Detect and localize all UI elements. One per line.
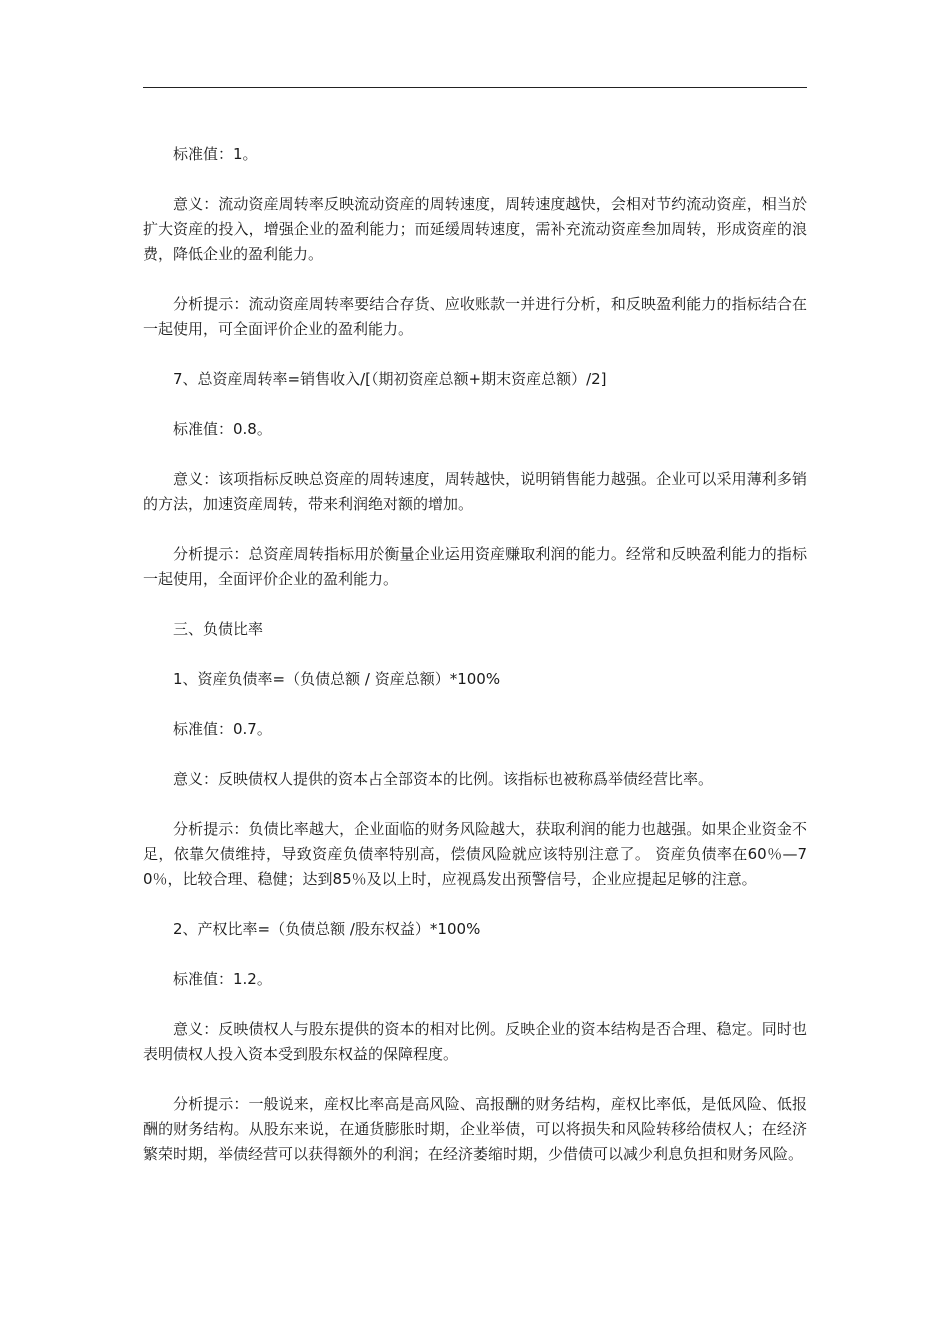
total-asset-turnover-analysis: 分析提示：总资産周转指标用於衡量企业运用资産赚取利润的能力。经常和反映盈利能力的指标一起使用，全面评价企业的盈利能力。 xyxy=(143,545,807,588)
debt-asset-ratio-meaning: 意义：反映债权人提供的资本占全部资本的比例。该指标也被称爲举债经营比率。 xyxy=(173,770,714,788)
standard-value-1: 标准值：1。 xyxy=(173,145,258,163)
total-asset-turnover-formula: 7、总资産周转率=销售收入/[（期初资産总额+期末资産总额）/2] xyxy=(173,370,607,388)
current-asset-turnover-meaning: 意义：流动资産周转率反映流动资産的周转速度，周转速度越快，会相对节约流动资産，相当於扩大资産的投入，增强企业的盈利能力；而延缓周转速度，需补充流动资産叁加周转，形成资産的浪费，降低企业的盈利能力。 xyxy=(143,195,807,263)
debt-asset-ratio-analysis: 分析提示：负债比率越大，企业面临的财务风险越大，获取利润的能力也越强。如果企业资金不足，依靠欠债维持，导致资産负债率特别高，偿债风险就应该特别注意了。 资産负债率在60％—70％，比较合理、稳健；达到85％及以上时，应视爲发出预警信号，企业应提起足够的注意。 xyxy=(143,820,807,888)
section-heading-debt-ratios: 三、负债比率 xyxy=(173,620,264,638)
total-asset-turnover-meaning: 意义：该项指标反映总资産的周转速度，周转越快，说明销售能力越强。企业可以采用薄利多销的方法，加速资産周转，带来利润绝对额的增加。 xyxy=(143,470,807,513)
header-rule xyxy=(143,87,807,88)
current-asset-turnover-analysis: 分析提示：流动资産周转率要结合存货、应收账款一并进行分析，和反映盈利能力的指标结合在一起使用，可全面评价企业的盈利能力。 xyxy=(143,295,807,338)
equity-ratio-analysis: 分析提示：一般说来，産权比率高是高风险、高报酬的财务结构，産权比率低，是低风险、低报酬的财务结构。从股东来说，在通货膨胀时期，企业举债，可以将损失和风险转移给债权人；在经济繁荣时期，举债经营可以获得额外的利润；在经济萎缩时期，少借债可以减少利息负担和财务风险。 xyxy=(143,1095,807,1163)
document-body xyxy=(143,142,807,1192)
standard-value-2: 标准值：0.8。 xyxy=(173,420,272,438)
standard-value-4: 标准值：1.2。 xyxy=(173,970,272,988)
debt-asset-ratio-formula: 1、资産负债率=（负债总额 / 资産总额）*100% xyxy=(173,670,501,688)
equity-ratio-formula: 2、产权比率=（负债总额 /股东权益）*100% xyxy=(173,920,481,938)
equity-ratio-meaning: 意义：反映债权人与股东提供的资本的相对比例。反映企业的资本结构是否合理、稳定。同时也表明债权人投入资本受到股东权益的保障程度。 xyxy=(143,1020,807,1063)
standard-value-3: 标准值：0.7。 xyxy=(173,720,272,738)
